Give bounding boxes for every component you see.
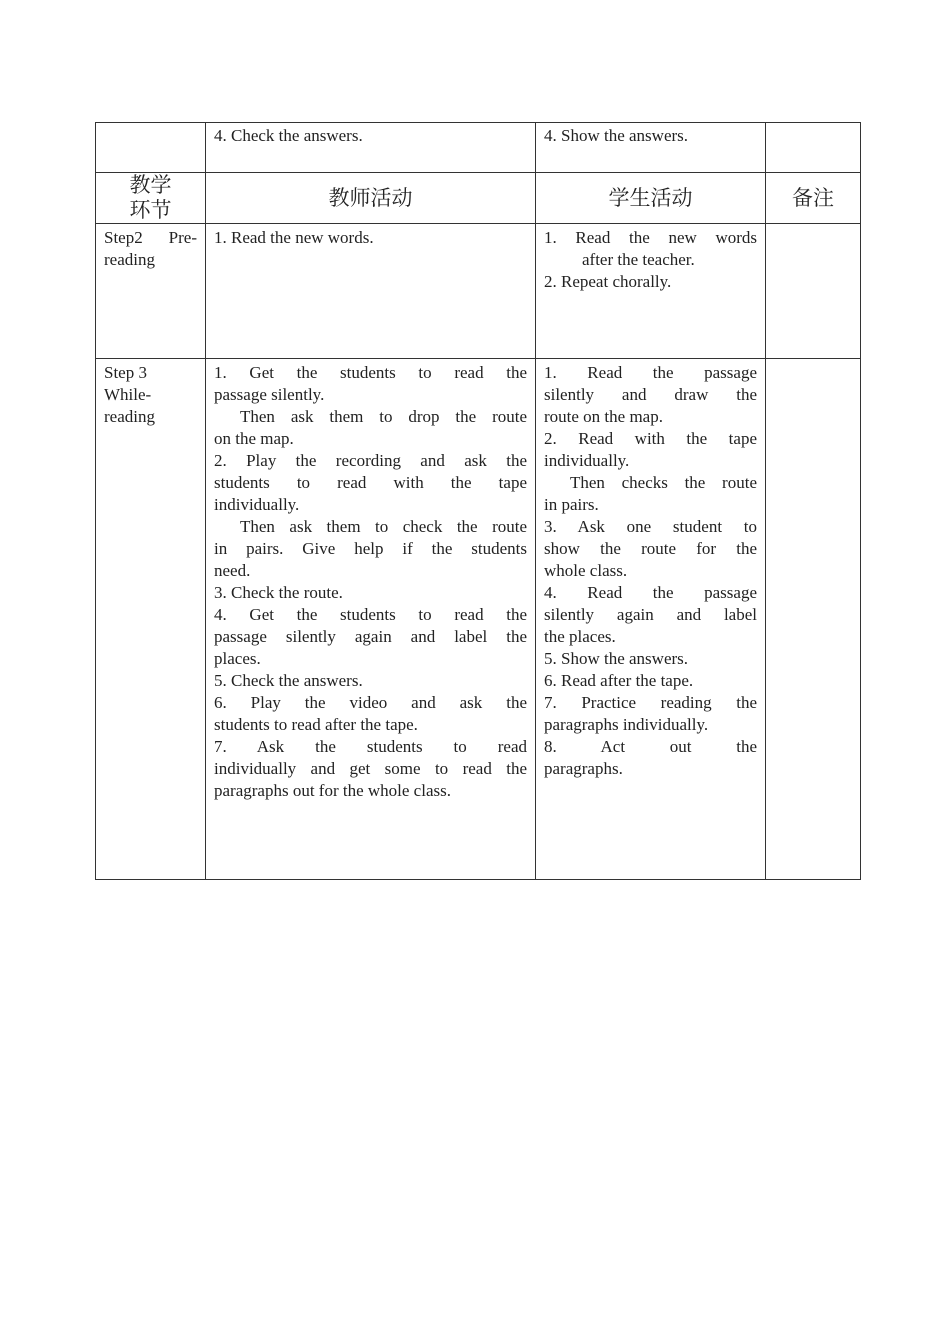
step3-label-line2: While- [104, 385, 152, 404]
text-line: Then ask them to check the route [240, 517, 527, 536]
text-line: individually. [214, 495, 300, 514]
step3-teacher [206, 359, 536, 880]
text-line: in pairs. [544, 495, 599, 514]
header-stage-line2: 环节 [129, 198, 172, 222]
text-line: route on the map. [544, 407, 663, 426]
text-line: 6. Read after the tape. [544, 671, 694, 690]
text-line: students to read with the tape [214, 473, 527, 492]
text-line: Then ask them to drop the route [240, 407, 527, 426]
text-line: on the map. [214, 429, 294, 448]
text-line: after the teacher. [582, 250, 695, 269]
stage-cell-empty [96, 123, 206, 173]
table-header-row [96, 173, 861, 224]
text-line: 3. Ask one student to [544, 517, 757, 536]
text-line: the places. [544, 627, 616, 646]
text-line: in pairs. Give help if the students [214, 539, 527, 558]
text-line: 3. Check the route. [214, 583, 343, 602]
header-student: 学生活动 [536, 173, 766, 224]
text-line: 1. Read the passage [544, 363, 757, 382]
text-line: 1. Read the new words [544, 228, 757, 247]
text-line: paragraphs. [544, 759, 623, 778]
text-line: 6. Play the video and ask the [214, 693, 527, 712]
text-line: show the route for the [544, 539, 757, 558]
text-line: 8. Act out the [544, 737, 757, 756]
header-teacher: 教师活动 [206, 173, 536, 224]
text-line: students to read after the tape. [214, 715, 418, 734]
header-notes: 备注 [766, 173, 861, 224]
step2-label-line2: reading [104, 250, 155, 269]
text-line: passage silently again and label the [214, 627, 527, 646]
text-line: individually. [544, 451, 630, 470]
step3-label [96, 359, 206, 880]
table-row-top [96, 123, 861, 173]
step2-teacher [206, 224, 536, 359]
student-cell-top [536, 123, 766, 173]
text-line: 1. Read the new words. [214, 228, 374, 247]
text-line: paragraphs individually. [544, 715, 709, 734]
step3-label-line1: Step 3 [104, 363, 147, 382]
text-line: 2. Read with the tape [544, 429, 757, 448]
table-row-step2 [96, 224, 861, 359]
step2-notes [766, 224, 861, 359]
text-line: silently and draw the [544, 385, 757, 404]
text-line: passage silently. [214, 385, 325, 404]
header-stage [96, 173, 206, 224]
text-line: 4. Read the passage [544, 583, 757, 602]
text-line: 2. Repeat chorally. [544, 272, 672, 291]
teacher-cell-top [206, 123, 536, 173]
teacher-text: 4. Check the answers. [214, 126, 363, 145]
text-line: 4. Get the students to read the [214, 605, 527, 624]
text-line: paragraphs out for the whole class. [214, 781, 451, 800]
text-line: whole class. [544, 561, 628, 580]
notes-cell-top [766, 123, 861, 173]
text-line: silently again and label [544, 605, 757, 624]
step3-student [536, 359, 766, 880]
step3-notes [766, 359, 861, 880]
text-line: 5. Show the answers. [544, 649, 689, 668]
text-line: Then checks the route [570, 473, 757, 492]
step3-label-line3: reading [104, 407, 155, 426]
text-line: places. [214, 649, 261, 668]
lesson-plan-table [95, 122, 861, 880]
text-line: 7. Practice reading the [544, 693, 757, 712]
step2-label-line1: Step2 Pre- [104, 228, 197, 247]
student-text: 4. Show the answers. [544, 126, 689, 145]
text-line: 1. Get the students to read the [214, 363, 527, 382]
text-line: need. [214, 561, 251, 580]
step2-label [96, 224, 206, 359]
text-line: 2. Play the recording and ask the [214, 451, 527, 470]
text-line: 7. Ask the students to read [214, 737, 527, 756]
header-stage-line1: 教学 [129, 173, 172, 197]
table-row-step3 [96, 359, 861, 880]
step2-student [536, 224, 766, 359]
text-line: 5. Check the answers. [214, 671, 363, 690]
text-line: individually and get some to read the [214, 759, 527, 778]
